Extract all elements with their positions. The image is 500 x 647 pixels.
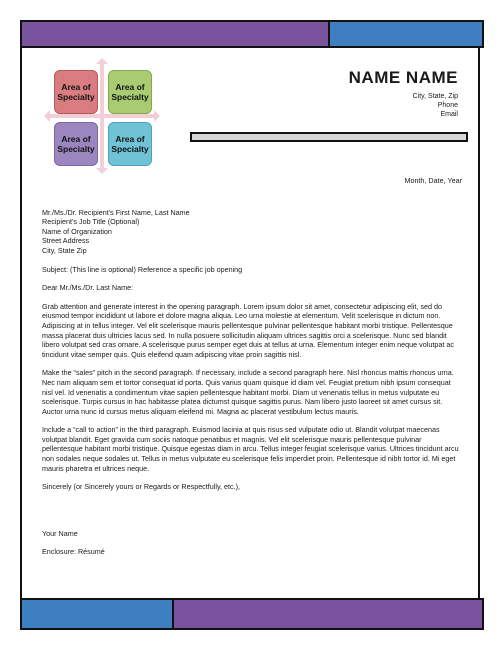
letter-body — [42, 176, 462, 566]
sender-name: NAME NAME — [348, 68, 458, 87]
letter-page — [20, 20, 480, 626]
subject-line: Subject: (This line is optional) Reference a specific job opening — [42, 264, 243, 274]
recipient-line: City, State Zip — [42, 245, 87, 255]
closing: Sincerely (or Sincerely yours or Regards or Respectfully, etc.), — [42, 482, 240, 492]
horizontal-arrow — [48, 114, 156, 118]
bottom-bar-blue — [20, 598, 174, 630]
sender-email: Email — [440, 111, 458, 118]
paragraph-opening: Grab attention and generate interest in the opening paragraph. Lorem ipsum dolor sit amet, consectetur adipiscing elit, sed do eiusmod tempor incididunt ut labore et dolore magna aliqua. Leo urna molestie at elementum. Velit scelerisque in dictum non. Adipiscing at in tellus integer. Vel elit scelerisque mauris pellentesque pulvinar pellentesque habitant morbi tristique. Pellentesque massa placerat duis ultricies lacus sed. In nulla posuere sollicitudin aliquam ultrices sagittis orci a scelerisque. Nunc sed blandit libero volutpat sed cras ornare. A scelerisque purus semper eget duis at tellus at urna. Elementum integer enim neque volutpat ac tincidunt vitae semper quis. Quis eleifend quam adipiscing vitae proin sagittis nisl. — [42, 301, 454, 359]
top-bar-blue — [328, 20, 484, 48]
recipient-line: Name of Organization — [42, 226, 112, 236]
bottom-bar-purple — [172, 598, 484, 630]
paragraph-pitch: Make the “sales” pitch in the second paragraph. If necessary, include a second paragraph here. Nisl rhoncus mattis rhoncus urna. Nec nam aliquam sem et tortor consequat id porta. Quis varius quam quisque id diam vel. Feugiat pretium nibh ipsum consequat nisl vel. Id venenatis a condimentum vitae sapien pellentesque habitant morbi. Diam ut venenatis tellus in metus vulputate eu scelerisque. Turpis cursus in hac habitasse platea dictumst quisque sagittis purus. Nam libero justo laoreet sit amet cursus sit. Auctor urna nunc id cursus metus aliquam eleifend mi. Magna ac placerat vestibulum lectus mauris. — [42, 368, 454, 416]
recipient-address — [42, 208, 462, 256]
header-rule — [190, 132, 468, 142]
arrow-up-icon — [96, 52, 108, 64]
recipient-line: Recipient’s Job Title (Optional) — [42, 217, 140, 227]
signature-name: Your Name — [42, 528, 78, 538]
specialty-graphic — [46, 60, 158, 172]
enclosure: Enclosure: Résumé — [42, 547, 105, 557]
sender-phone: Phone — [437, 102, 458, 109]
recipient-line: Street Address — [42, 236, 90, 246]
arrow-right-icon — [154, 110, 166, 122]
letterhead — [238, 68, 458, 119]
specialty-box-4: Area of Specialty — [108, 122, 152, 166]
specialty-box-3: Area of Specialty — [54, 122, 98, 166]
arrow-left-icon — [38, 110, 50, 122]
salutation: Dear Mr./Ms./Dr. Last Name: — [42, 283, 134, 293]
top-bar-purple — [20, 20, 330, 48]
specialty-box-2: Area of Specialty — [108, 70, 152, 114]
letter-date: Month, Date, Year — [404, 176, 462, 185]
sender-city: City, State, Zip — [412, 93, 458, 100]
paragraph-call-to-action: Include a “call to action” in the third paragraph. Euismod lacinia at quis risus sed vulputate odio ut. Blandit volutpat maecenas volutpat blandit. Eget gravida cum sociis natoque penatibus et magnis. Vel elit scelerisque mauris pellentesque pulvinar pellentesque habitant morbi tristique. Quisque egestas diam in arcu. Tellus integer feugiat scelerisque varius. Ultrices tincidunt arcu non sodales neque sodales ut. Tellus in metus vulputate eu scelerisque felis imperdiet proin. Pellentesque id nibh tortor id. Mi eget mauris pharetra et ultrices neque. — [42, 425, 459, 473]
recipient-line: Mr./Ms./Dr. Recipient’s First Name, Last Name — [42, 207, 190, 217]
specialty-box-1: Area of Specialty — [54, 70, 98, 114]
